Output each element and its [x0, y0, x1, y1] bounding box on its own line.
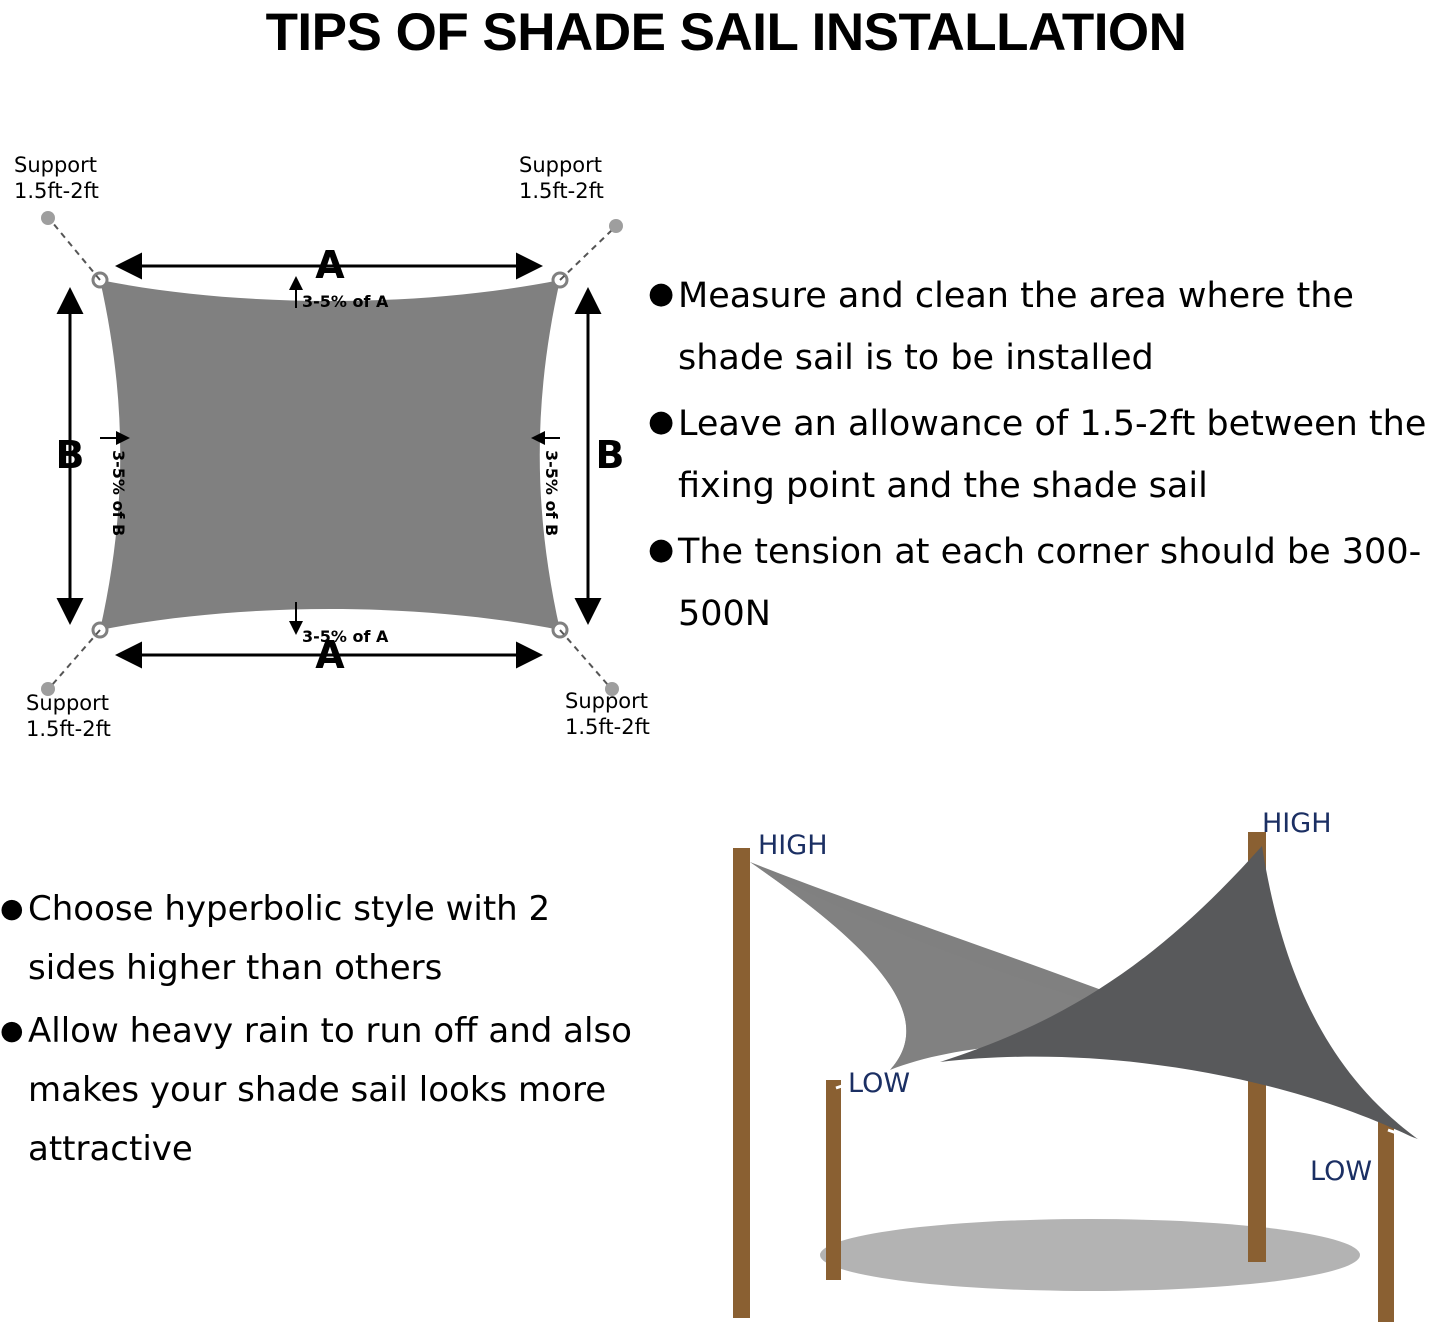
label-high-right: HIGH [1262, 808, 1332, 839]
list-item [0, 1002, 640, 1179]
dimension-label-bottom-A: A [315, 633, 345, 677]
bullet-text: Choose hyperbolic style with 2 sides higher than others [28, 889, 551, 988]
support-label-top-right-line2: 1.5ft-2ft [519, 179, 604, 203]
curve-label-top: 3-5% of A [302, 292, 389, 311]
support-label-bottom-right-line1: Support [565, 689, 649, 713]
pole-high-left [733, 848, 750, 1318]
support-label-top-right-line1: Support [519, 153, 603, 177]
bullet-text: Leave an allowance of 1.5-2ft between the fixing point and the shade sail [678, 404, 1427, 506]
support-line-bottom-right [560, 630, 608, 685]
page-title: TIPS OF SHADE SAIL INSTALLATION [265, 3, 1187, 62]
curve-label-bottom: 3-5% of A [302, 627, 389, 646]
bottom-bullet-list [0, 880, 640, 1183]
pole-low-right [1378, 1122, 1394, 1322]
list-item [0, 880, 640, 998]
top-bullet-list [648, 265, 1448, 649]
bullet-dot-icon: ● [648, 276, 675, 311]
dimension-label-left-B: B [55, 433, 85, 477]
bullet-text: Measure and clean the area where the shade sail is to be installed [678, 276, 1354, 378]
label-low-left: LOW [848, 1068, 911, 1099]
support-label-bottom-left-line2: 1.5ft-2ft [26, 717, 111, 741]
list-item [648, 393, 1448, 517]
bullet-text: Allow heavy rain to run off and also makes your shade sail looks more attractive [28, 1011, 632, 1169]
label-high-left: HIGH [758, 830, 828, 861]
ground-shadow [820, 1219, 1360, 1291]
sail-shape [100, 280, 560, 630]
bullet-dot-icon: ● [648, 404, 675, 439]
curve-label-right: 3-5% of B [542, 450, 561, 537]
bullet-dot-icon: ● [0, 1015, 24, 1046]
curve-label-left: 3-5% of B [109, 450, 128, 537]
bullet-dot-icon: ● [648, 532, 675, 567]
support-dot-top-left [41, 211, 55, 225]
support-line-top-left [52, 222, 100, 280]
dimension-label-right-B: B [595, 433, 625, 477]
support-label-bottom-left-line1: Support [26, 691, 110, 715]
dimension-label-top-A: A [315, 243, 345, 287]
support-label-bottom-right-line2: 1.5ft-2ft [565, 715, 650, 739]
list-item [648, 265, 1448, 389]
pole-low-left [826, 1080, 841, 1280]
bullet-dot-icon: ● [0, 893, 24, 924]
label-low-right: LOW [1310, 1156, 1373, 1187]
support-label-top-left-line2: 1.5ft-2ft [14, 179, 99, 203]
bullet-text: The tension at each corner should be 300-500N [678, 532, 1422, 634]
support-dot-top-right [609, 219, 623, 233]
support-line-bottom-left [52, 630, 100, 685]
top-diagram-container [0, 150, 660, 750]
bottom-diagram-container [640, 770, 1452, 1325]
support-label-top-left-line1: Support [14, 153, 98, 177]
list-item [648, 521, 1448, 645]
support-line-top-right [560, 230, 612, 280]
